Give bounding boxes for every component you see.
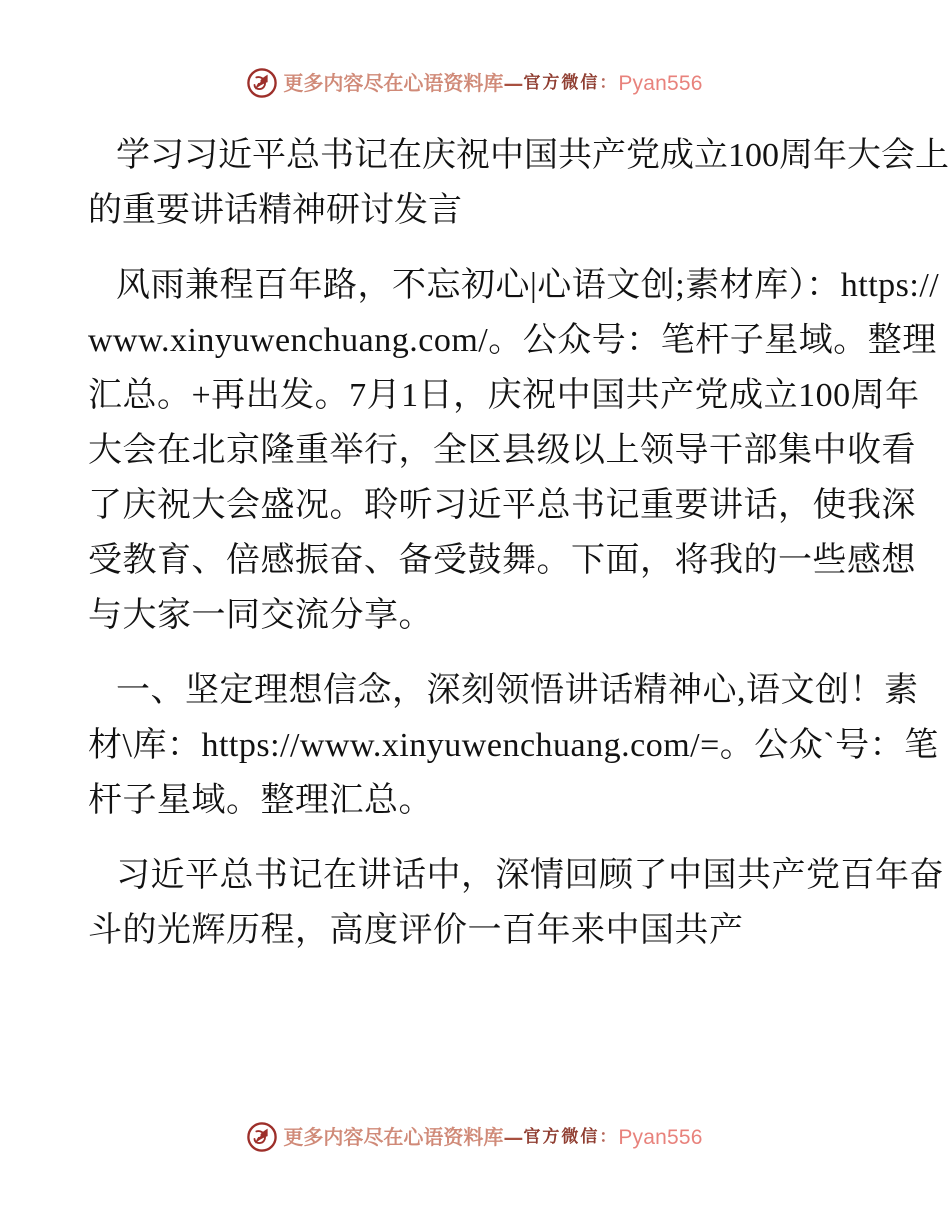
watermark-official-label: 官方微信	[523, 72, 600, 93]
page-title: 学习习近平总书记在庆祝中国共产党成立100周年大会上的重要讲话精神研讨发言	[88, 137, 949, 229]
watermark-main-text: 更多内容尽在心语资料库	[283, 71, 504, 95]
circular-brush-logo-icon	[247, 68, 277, 98]
watermark-official-label: 官方微信	[523, 1126, 600, 1147]
body-paragraph-1: 风雨兼程百年路，不忘初心|心语文创;素材库）：https://www.xinyuwenchuang.com/。公众号：笔杆子星域。整理汇总。+再出发。7月1日，庆祝中国共产党成立100周年大会在北京隆重举行，全区县级以上领导干部集中收看了庆祝大会盛况。聆听习近平总书记重要讲话，使我深受教育、倍感振奋、备受鼓舞。下面，将我的一些感想与大家一同交流分享。	[88, 267, 940, 634]
watermark-handle: Pyan556	[618, 1125, 703, 1149]
watermark-handle: Pyan556	[618, 71, 703, 95]
watermark-separator: —	[503, 71, 524, 95]
body-paragraph-2: 一、坚定理想信念，深刻领悟讲话精神心,语文创！素材\库：https://www.xinyuwenchuang.com/=。公众`号：笔杆子星域。整理汇总。	[88, 672, 939, 819]
watermark-main-text: 更多内容尽在心语资料库	[283, 1125, 504, 1149]
watermark-colon: ：	[599, 1126, 617, 1147]
header-watermark	[0, 68, 950, 98]
body-paragraph-3: 习近平总书记在讲话中，深情回顾了中国共产党百年奋斗的光辉历程，高度评价一百年来中国共产	[88, 857, 944, 949]
document-body	[88, 128, 950, 958]
watermark-colon: ：	[599, 72, 617, 93]
footer-watermark	[0, 1122, 950, 1152]
circular-brush-logo-icon	[247, 1122, 277, 1152]
watermark-separator: —	[503, 1125, 524, 1149]
